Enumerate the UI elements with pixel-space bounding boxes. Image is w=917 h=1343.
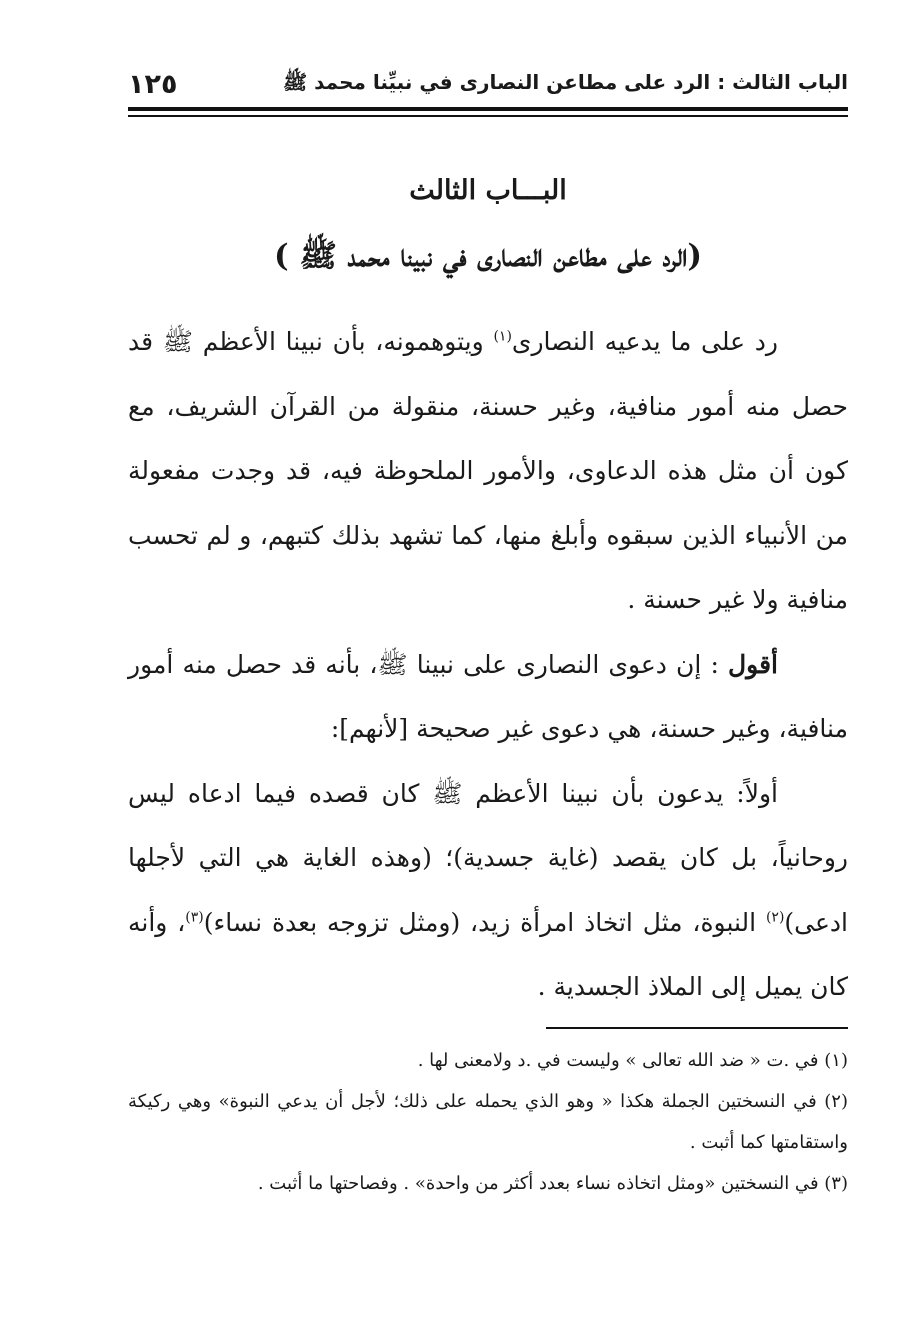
body-text xyxy=(128,310,848,1020)
paragraph-3-end: ، وأنه كان يميل إلى الملاذ الجسدية . xyxy=(128,907,848,1001)
footnote-1 xyxy=(128,1040,848,1081)
footnote-2 xyxy=(128,1081,848,1163)
paragraph-3-middle: النبوة، مثل اتخاذ امرأة زيد، (ومثل تزوجه بعدة نساء) xyxy=(203,907,766,937)
footnote-number: (١) xyxy=(824,1050,848,1071)
page-number: ١٢٥ xyxy=(128,68,178,100)
paragraph-2 xyxy=(128,633,848,762)
footnote-text: في النسختين «ومثل اتخاذه نساء بعدد أكثر من واحدة» . وفصاحتها ما أثبت . xyxy=(257,1173,825,1194)
footnotes xyxy=(128,1040,848,1204)
footnote-ref-1: (١) xyxy=(493,328,512,345)
footnote-ref-3: (٣) xyxy=(185,909,204,926)
paragraph-1 xyxy=(128,310,848,633)
footnote-3 xyxy=(128,1163,848,1204)
chapter-title: (الرد على مطاعن النصارى في نبينا محمد ﷺ ) xyxy=(273,238,703,274)
paragraph-2-text: : إن دعوى النصارى على نبينا ﷺ، بأنه قد حصل منه أمور منافية، وغير حسنة، هي دعوى غير صحيحة [لأنهم]: xyxy=(128,649,848,743)
paragraph-1-rest: ويتوهمونه، بأن نبينا الأعظم ﷺ قد حصل منه أمور منافية، وغير حسنة، منقولة من القرآن الشريف، مع كون أن مثل هذه الدعاوى، والأمور الملحوظة فيه، قد وجدت مفعولة من الأنبياء الذين سبقوه وأبلغ منها، كما تشهد بذلك كتبهم، و لم تحسب منافية ولا غير حسنة . xyxy=(128,327,848,614)
header-rule-thin xyxy=(128,115,848,117)
footnote-number: (٣) xyxy=(824,1173,848,1194)
footnote-text: في النسختين الجملة هكذا « وهو الذي يحمله على ذلك؛ لأجل أن يدعي النبوة» وهي ركيكة واستقامتها كما أثبت . xyxy=(128,1091,848,1153)
footnote-rule xyxy=(546,1027,848,1029)
paragraph-2-keyword: أقول xyxy=(728,649,778,679)
header-rule-thick xyxy=(128,107,848,111)
footnote-ref-2: (٢) xyxy=(765,909,785,926)
paragraph-1-start: رد على ما يدعيه النصارى xyxy=(511,327,778,356)
running-header xyxy=(128,62,848,106)
chapter-label: البـــاب الثالث xyxy=(409,175,567,206)
paragraph-3-start: أولاً: يدعون بأن نبينا الأعظم ﷺ كان قصده فيما ادعاه ليس روحانياً، بل كان يقصد (غاية جسدية)؛ (وهذه الغاية هي التي لأجلها ادعى) xyxy=(128,778,848,937)
paragraph-3 xyxy=(128,762,848,1020)
footnote-text: في .ت « ضد الله تعالى » وليست في .د ولامعنى لها . xyxy=(417,1050,825,1071)
footnote-number: (٢) xyxy=(824,1091,848,1112)
running-title: الباب الثالث : الرد على مطاعن النصارى في نبيِّنا محمد ﷺ xyxy=(283,69,848,94)
